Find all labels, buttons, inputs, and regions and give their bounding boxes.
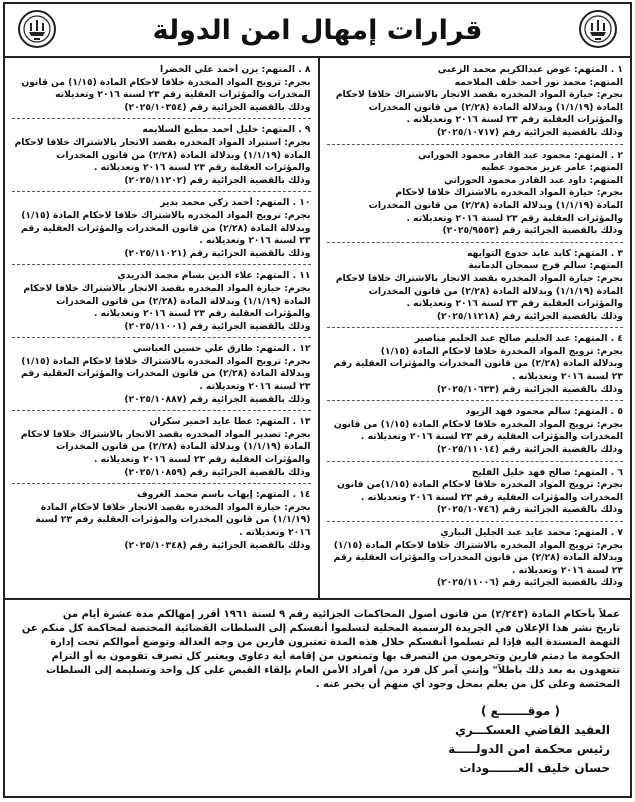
decision-entry	[12, 343, 311, 411]
notice-line: تاريخ نشر هذا الإعلان في الجريدة الرسمية المحلية لتسلموا أنفسكم إلى السلطات القضائية المختصة لمحاكمة كل منكم عن	[21, 623, 620, 634]
entry-line: بجرم: ترويج المواد المخدره خلافا لاحكام المادة (١/١٥)من قانون	[337, 479, 623, 491]
entry-line: (١/١/١٩) من قانون المخدرات والمؤثرات العقلية رقم ٢٣ لسنة	[35, 514, 311, 526]
entry-line: وبدلالة المادة (٢/٢٨) من قانون المخدرات والمؤثرات العقلية رقم	[333, 552, 623, 564]
entry-line: ٩ . المتهم: خليل أحمد مطيع السلايمه	[142, 124, 311, 136]
entry-line: المادة (١/١/١٩) وبدلالة المادة (٢/٢٨) من قانون المخدرات	[56, 149, 311, 161]
entry-line: بجرم: تصدير المواد المخدره بقصد الاتجار بالاشتراك خلافا لاحكام	[20, 428, 311, 440]
entry-line: بجرم: ترويج المواد المخدره بالاشتراك خلافا لاحكام المادة (١/١٥)	[21, 209, 311, 221]
entry-line: وذلك بالقضية الجزائية رقم (٢٠٢٥/١٠٣٤٨)	[124, 539, 311, 551]
entry-line: المادة (١/١/١٩) وبدلالة المادة (٢/٢٨) من قانون المخدرات	[368, 101, 623, 113]
page-title: قرارات إمهال امن الدولة	[152, 14, 483, 46]
signer-role: رئيس محكمة امن الدولـــــة	[448, 742, 610, 756]
entry-line: ٢ . المتهم: محمود عبد القادر محمود الحوراني	[418, 149, 623, 161]
entry-divider	[327, 144, 624, 145]
entry-divider	[327, 242, 624, 243]
decision-entry	[327, 467, 624, 522]
entry-divider	[327, 461, 624, 462]
court-emblem-icon	[17, 9, 57, 49]
notice-line: الحكومة ما دمتم فارين وتحرمون من التصرف بها وتمنعون من إقامة أية دعاوى ويعتبر كل تصرف تقومون به أو التزام	[51, 651, 620, 662]
entry-line: وذلك بالقضية الجزائية رقم (٢٠٢٥/١١٠٠٦)	[436, 577, 623, 589]
decision-entry	[12, 64, 311, 119]
entry-line: ٢٣ لسنة ٢٠١٦ وتعديلاته .	[199, 235, 311, 247]
entry-line: وذلك بالقضية الجزائية رقم (٢٠٢٥/١٠٧٤٦)	[436, 504, 623, 516]
notice-line: المختصة وعلى كل من يعلم بمحل وجود أي منهم أن يخبر عنه .	[315, 679, 620, 690]
entry-line: وذلك بالقضية الجزائية رقم (٢٠٢٥/١١٠٠١)	[124, 320, 311, 332]
entry-line: ١٠ . المتهم: أحمد زكي محمد بدير	[160, 197, 311, 209]
entry-line: وذلك بالقضية الجزائية رقم (٢٠٢٥/١٠٦٣٣)	[436, 383, 623, 395]
entry-line: وذلك بالقضية الجزائية رقم (٢٠٢٥/١٠٧١٧)	[436, 126, 623, 138]
decision-entry	[327, 333, 624, 401]
entry-line: ١٤ . المتهم: إيهاب باسم محمد الغروف	[137, 489, 311, 501]
entry-line: وذلك بالقضية الجزائية رقم (٢٠٢٥/١١٠٢١)	[124, 247, 311, 259]
entry-line: المادة (١/١/١٩) وبدلالة المادة (٢/٢٨) من قانون المخدرات	[56, 295, 311, 307]
decisions-columns	[5, 58, 630, 600]
entry-line: وذلك بالقضية الجزائية رقم (٢٠٢٥/١١٠١٤)	[436, 444, 623, 456]
entry-divider	[327, 327, 624, 328]
entry-line: والمؤثرات العقلية رقم ٢٣ لسنة ٢٠١٦ وتعديلاته .	[93, 308, 311, 320]
entry-line: بجرم: استيراد المواد المخدره بقصد الاتجار بالاشتراك خلافا لاحكام	[14, 136, 311, 148]
decision-entry	[12, 197, 311, 265]
entry-line: المتهم: محمد نور أحمد خلف الملاحمه	[454, 76, 623, 88]
entry-line: ١ . المتهم: عوض عبدالكريم محمد الزعبي	[437, 64, 623, 75]
decision-entry	[327, 150, 624, 243]
entry-divider	[12, 118, 311, 119]
entry-line: المتهم: عامر عزيز محمود عطيه	[480, 162, 623, 174]
entry-line: والمؤثرات العقلية رقم ٢٣ لسنة ٢٠١٦ وتعديلاته .	[93, 162, 311, 174]
notice-line: تتعهدون به بعد ذلك باطلاً" وإنني آمر كل فرد من/ أفراد الأمن العام بإلقاء القبض على كل واحد وتسليمه إلى السلطات	[45, 665, 620, 676]
right-column	[318, 58, 631, 598]
entry-divider	[12, 483, 311, 484]
entry-line: ٥ . المتهم: سالم محمود فهد الزيود	[465, 406, 623, 418]
entry-line: وذلك بالقضية الجزائية رقم (٢٠٢٥/١١٢١٨)	[436, 310, 623, 322]
entry-line: ٢٠١٦ وتعديلاته .	[239, 527, 311, 538]
entry-line: والمؤثرات العقلية رقم ٢٣ لسنة ٢٠١٦ وتعديلاته .	[406, 114, 623, 126]
decision-entry	[327, 406, 624, 461]
signer-rank: العقيد القاضي العسكـــري	[454, 723, 610, 737]
entry-line: وبدلالة المادة (٢/٢٨) من قانون المخدرات والمؤثرات العقلية رقم	[21, 222, 311, 234]
entry-line: وذلك بالقضية الجزائية رقم (٢٠٢٥/٩٥٥٣)	[442, 225, 623, 237]
decision-entry	[327, 248, 624, 329]
entry-line: والمؤثرات العقلية رقم ٢٣ لسنة ٢٠١٦ وتعديلاته .	[406, 212, 623, 224]
entry-line: وذلك بالقضية الجزائية رقم (٢٠٢٥/١٠٣٥٤)	[124, 101, 311, 113]
entry-line: وذلك بالقضية الجزائية رقم (٢٠٢٥/١٠٨٥٩)	[124, 466, 311, 478]
entry-line: بجرم: ترويج المواد المخدرة خلافا لاحكام المادة (١/١٥)	[380, 345, 623, 357]
entry-divider	[327, 400, 624, 401]
decision-entry	[12, 416, 311, 484]
signer-name: حسان خليف العـــــــودات	[459, 761, 610, 775]
entry-line: المادة (١/١/١٩) وبدلالة المادة (٢/٢٨) من قانون المخدرات	[368, 285, 623, 297]
court-emblem-icon	[578, 9, 618, 49]
entry-line: المادة (١/١/١٩) وبدلالة المادة (٢/٢٨) من قانون المخدرات	[368, 199, 623, 211]
entry-line: ٢٣ لسنة ٢٠١٦ وتعديلاته .	[199, 381, 311, 393]
entry-divider	[12, 191, 311, 192]
entry-divider	[327, 521, 624, 522]
entry-line: وذلك بالقضية الجزائية رقم (٢٠٢٥/١٠٨٨٧)	[124, 393, 311, 405]
entry-divider	[12, 410, 311, 411]
entry-line: بجرم: حيازة المواد المخدره بالاشتراك خلافا لاحكام	[395, 187, 623, 199]
entry-divider	[12, 337, 311, 338]
footer-notice	[5, 600, 630, 778]
entry-line: ٧ . المتهم: محمد عايد عبد الجليل البياري	[440, 527, 623, 538]
decision-entry	[327, 527, 624, 590]
entry-line: المخدرات والمؤثرات العقلية رقم ٢٣ لسنة ٢٠١٦ وتعديلاته .	[360, 491, 623, 503]
entry-line: بجرم: ترويج المواد المخدره بالاشتراك خلافا لاحكام المادة (١/١٥)	[333, 539, 623, 551]
entry-line: ١٣ . المتهم: عطا عايد احمير سكران	[149, 416, 311, 428]
entry-line: المتهم: داود عبد القادر محمود الحوراني	[444, 174, 623, 186]
entry-line: ١١ . المتهم: علاء الدين بسام محمد الدريدي	[117, 270, 311, 282]
entry-line: ٢٣ لسنة ٢٠١٦ وتعديلاته .	[511, 564, 623, 576]
entry-divider	[12, 264, 311, 265]
signed-label: ( موقـــــــع )	[480, 704, 560, 718]
decision-entry	[12, 270, 311, 338]
entry-line: بجرم: ترويج المواد المخدره خلافا لاحكام المادة (١/١٥) من قانون	[333, 418, 623, 430]
decision-entry	[12, 489, 311, 552]
notice-line: عملاً بأحكام المادة (٢/٢٤٣) من قانون أصول المحاكمات الجزائية رقم ٩ لسنة ١٩٦١ أقرر إمهالكم مدة عشرة أيام من	[62, 609, 620, 620]
signature-block	[15, 702, 620, 778]
entry-line: بجرم: ترويج المواد المخدره بالاشتراك خلافا لاحكام المادة (١/١٥)	[21, 355, 311, 367]
entry-line: ٤ . المتهم: عبد الحليم صالح عبد الحليم مناصير	[414, 333, 623, 345]
entry-line: المتهم: سالم فرج سمحان الدمانية	[468, 260, 623, 272]
entry-line: بجرم: حيازة المواد المخدره بقصد الاتجار خلافا لاحكام المادة	[40, 501, 311, 513]
header	[5, 4, 630, 58]
notice-line: التهمة المسندة اليه فإذا لم تسلموا أنفسكم خلال هذه المدة تعتبرون فارين من وجه العدالة وتوضع أموالكم تحت إدارة	[50, 637, 620, 648]
entry-line: بجرم: ترويج المواد المخدرة خلافا لاحكام المادة (١/١٥) من قانون	[21, 76, 311, 88]
entry-line: ٣ . المتهم: كايد عايد جدوع التوايهه	[466, 247, 623, 259]
entry-line: وبدلالة المادة (٢/٢٨) من قانون المخدرات والمؤثرات العقلية رقم	[333, 358, 623, 370]
entry-line: ١٢ . المتهم: طارق علي حسين العباسي	[132, 343, 311, 355]
entry-line: ٦ . المتهم: صالح فهد خليل الفليح	[471, 466, 623, 478]
entry-line: بجرم: حيازة المواد المخدره بقصد الاتجار بالاشتراك خلافا لاحكام	[335, 272, 623, 284]
entry-line: ٨ . المتهم: يزن أحمد علي الخضرا	[160, 64, 311, 75]
entry-line: وذلك بالقضية الجزائية رقم (٢٠٢٥/١١٢٠٢)	[124, 174, 311, 186]
entry-line: وبدلالة المادة (٢/٢٨) من قانون المخدرات والمؤثرات العقلية رقم	[21, 368, 311, 380]
entry-line: بجرم: حيازة المواد المخدره بقصد الاتجار بالاشتراك خلافا لاحكام	[23, 282, 311, 294]
decision-entry	[12, 124, 311, 192]
decision-entry	[327, 64, 624, 145]
entry-line: المادة (١/١/١٩) وبدلالة المادة (٢/٢٨) من قانون المخدرات	[56, 441, 311, 453]
entry-line: بجرم: حيازة المواد المخدره بقصد الاتجار بالاشتراك خلافا لاحكام	[335, 89, 623, 101]
document-page	[3, 2, 632, 798]
entry-line: ٢٣ لسنة ٢٠١٦ وتعديلاته .	[511, 371, 623, 383]
entry-line: والمؤثرات العقلية رقم ٢٣ لسنة ٢٠١٦ وتعديلاته .	[406, 298, 623, 310]
left-column	[5, 58, 318, 598]
entry-line: المخدرات والمؤثرات العقلية رقم ٢٣ لسنة ٢٠١٦ وتعديلاته	[55, 89, 311, 101]
notice-text	[15, 608, 620, 692]
entry-line: والمؤثرات العقلية رقم ٢٣ لسنة ٢٠١٦ وتعديلاته .	[93, 454, 311, 466]
entry-line: المخدرات والمؤثرات العقلية رقم ٢٣ لسنة ٢٠١٦ وتعديلاته .	[360, 431, 623, 443]
